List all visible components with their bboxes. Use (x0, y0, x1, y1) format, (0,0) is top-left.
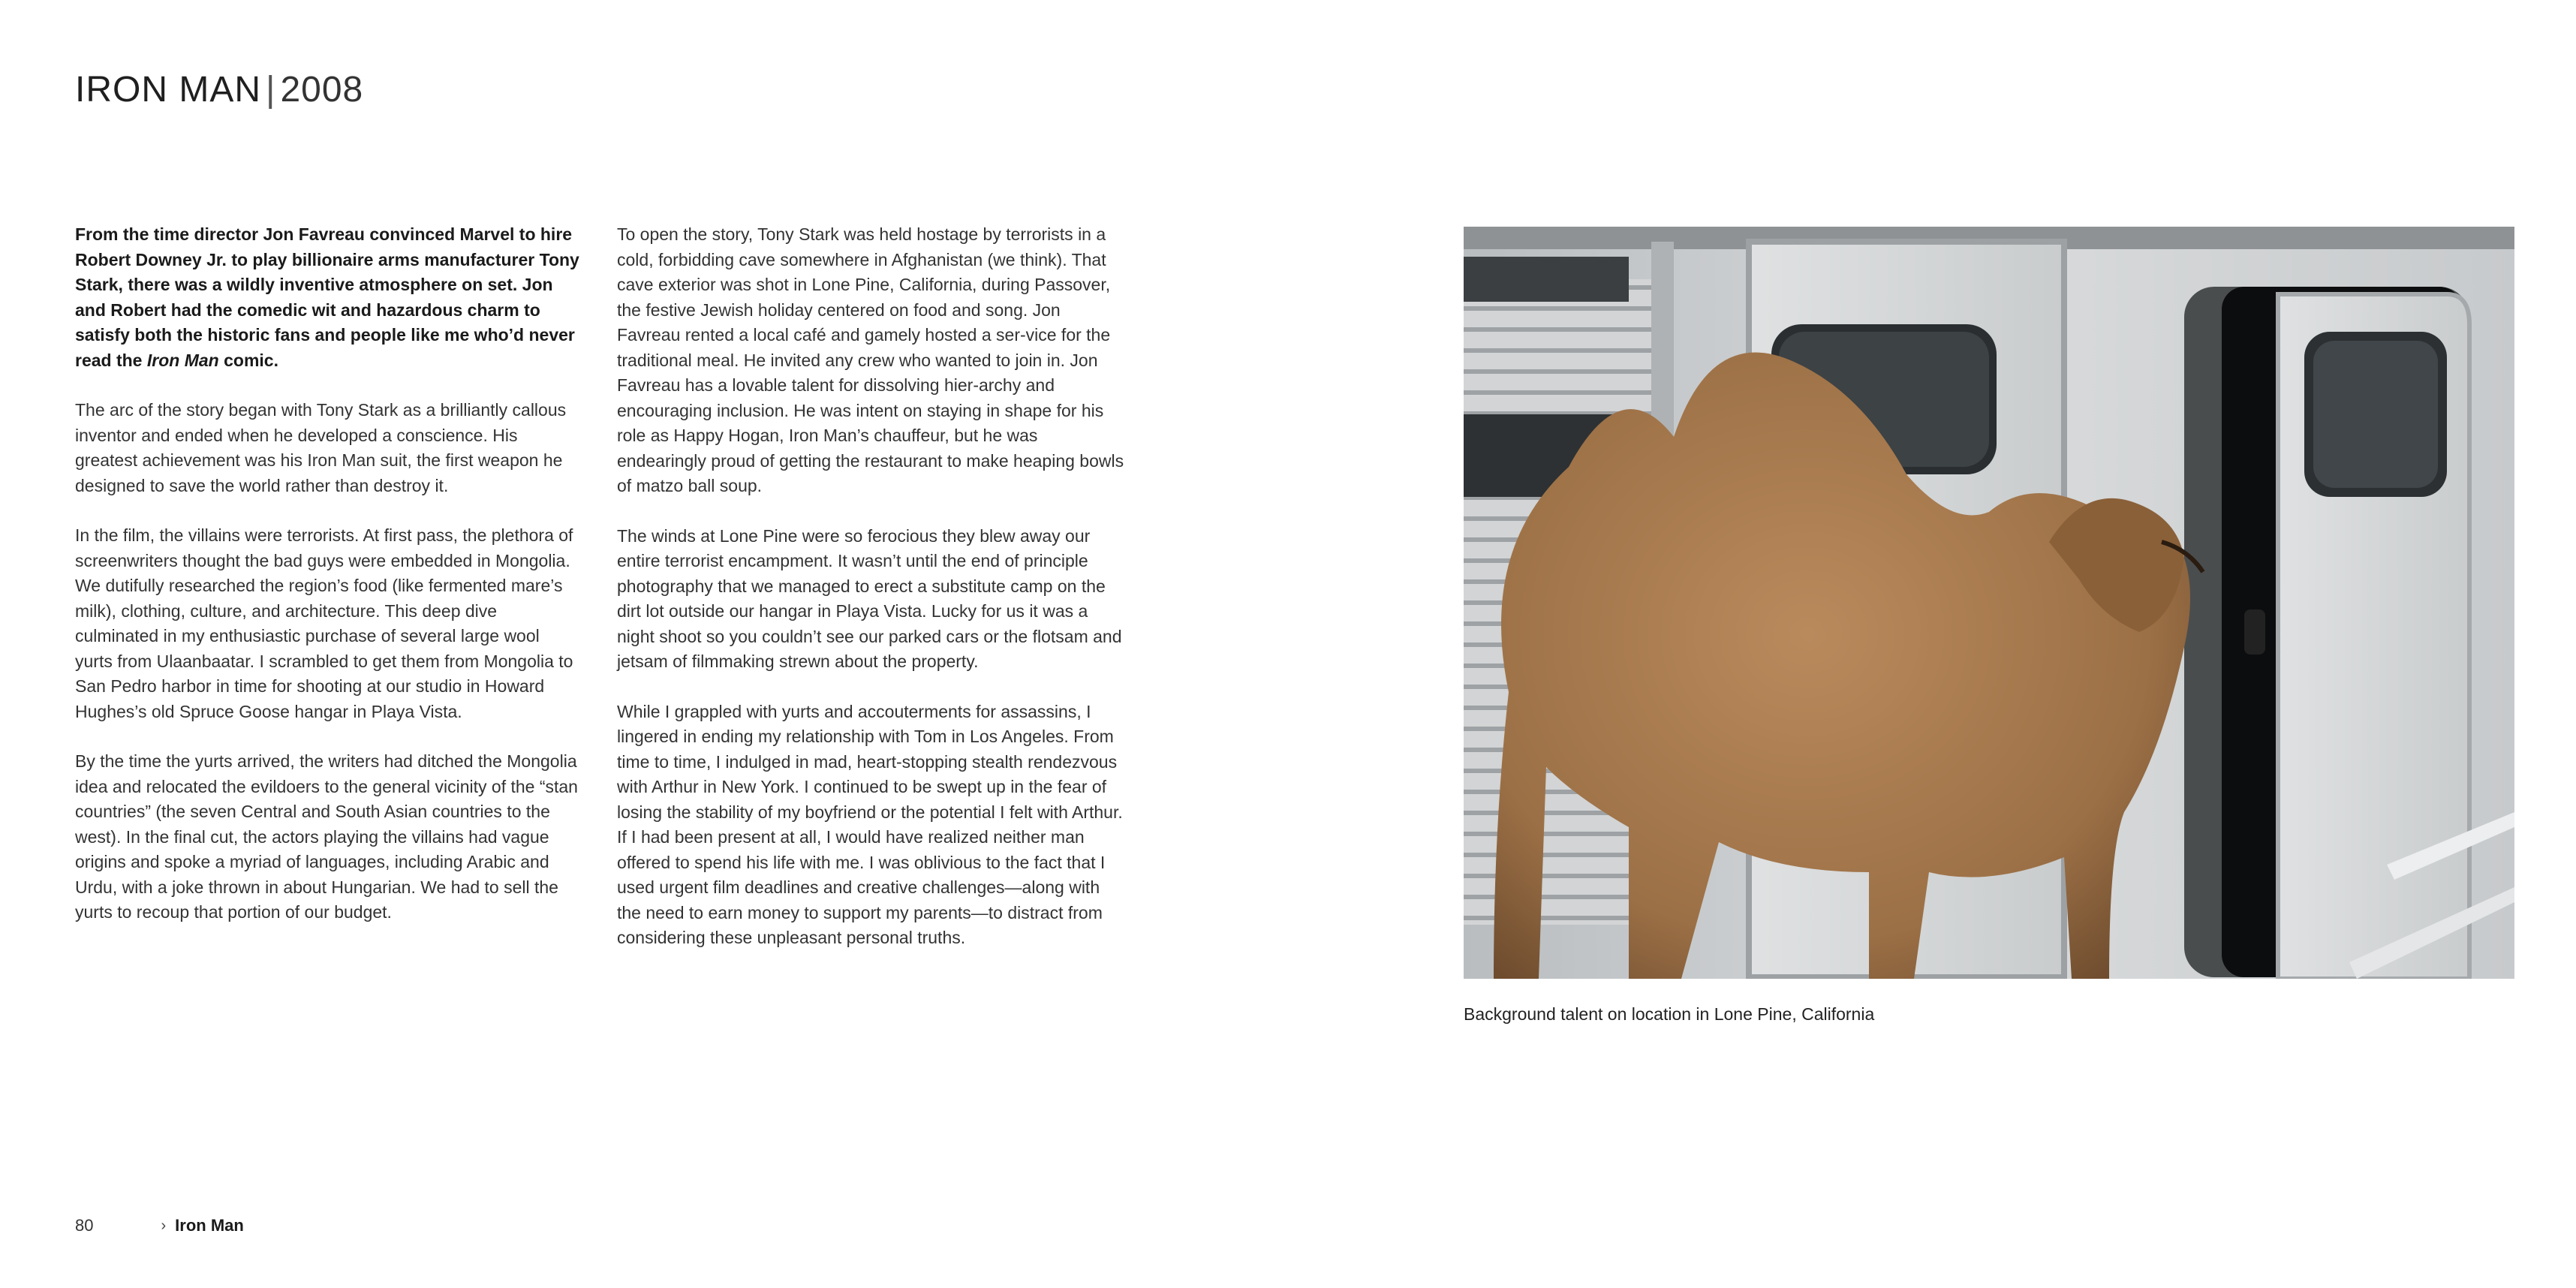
chevron-right-icon: › (161, 1217, 167, 1234)
body-paragraph: By the time the yurts arrived, the writers had ditched the Mongolia idea and relocated the evildoers to the general vicinity of the “stan countries” (the seven Central and South Asian countries to the west). In the final cut, the actors playing the villains had vague origins and spoke a myriad of languages, including Arabic and Urdu, with a joke thrown in about Hungarian. We had to sell the yurts to recoup that portion of our budget. (75, 751, 578, 922)
body-paragraph: In the film, the villains were terrorists. At first pass, the plethora of screenwriters thought the bad guys were embedded in Mongolia. We dutifully researched the region’s food (like fermented mare’s milk), clothing, culture, and architecture. This deep dive culminated in my enthusiastic purchase of several large wool yurts from Ulaanbaatar. I scrambled to get them from Mongolia to San Pedro harbor in time for shooting at our studio in Howard Hughes’s old Spruce Goose hangar in Playa Vista. (75, 525, 573, 721)
chapter-title-text: IRON MAN (75, 70, 261, 110)
chapter-title (75, 69, 363, 110)
page-number: 80 (75, 1216, 94, 1235)
book-title-italic: Iron Man (146, 350, 219, 370)
camel-trailer-illustration (1464, 227, 2514, 979)
lead-paragraph: From the time director Jon Favreau convinced Marvel to hire Robert Downey Jr. to play billionaire arms manufacturer Tony Stark, there was a wildly inventive atmosphere on set. Jon and Robert had the comedic wit and hazardous charm to satisfy both the historic fans and people like me who’d never read the Iron Man comic. (75, 224, 579, 370)
text-column-left (75, 222, 579, 950)
camel-photo (1464, 227, 2514, 979)
body-paragraph: The winds at Lone Pine were so ferocious they blew away our entire terrorist encampment. It wasn’t until the end of principle photography that we managed to erect a substitute camp on the dirt lot outside our hangar in Playa Vista. Lucky for us it was a night shoot so you couldn’t see our parked cars or the flotsam and jetsam of filmmaking strewn about the property. (617, 525, 1122, 671)
running-section-title: Iron Man (175, 1216, 244, 1235)
title-separator: | (266, 70, 276, 110)
body-paragraph: While I grappled with yurts and accouterments for assassins, I lingered in ending my relationship with Tom in Los Angeles. From time to time, I indulged in mad, heart-stopping stealth rendezvous with Arthur in New York. I continued to be swept up in the fear of losing the stability of my boyfriend or the potential I felt with Arthur. If I had been present at all, I would have realized neither man offered to spend his life with me. I was oblivious to the fact that I used urgent film deadlines and creative challenges—along with the need to earn money to support my parents—to distract from considering these unpleasant personal truths. (617, 701, 1123, 947)
body-paragraph: The arc of the story began with Tony Stark as a brilliantly callous inventor and ended when he developed a conscience. His greatest achievement was his Iron Man suit, the first weapon he designed to save the world rather than destroy it. (75, 400, 567, 495)
photo-caption: Background talent on location in Lone Pine, California (1464, 1004, 1875, 1024)
page-footer (75, 1216, 244, 1235)
chapter-year: 2008 (280, 70, 364, 110)
body-paragraph: To open the story, Tony Stark was held hostage by terrorists in a cold, forbidding cave somewhere in Afghanistan (we think). That cave exterior was shot in Lone Pine, California, during Passover, the festive Jewish holiday centered on food and song. Jon Favreau rented a local café and gamely hosted a ser-vice for the traditional meal. He invited any crew who wanted to join in. Jon Favreau has a lovable talent for dissolving hier-archy and encouraging inclusion. He was intent on staying in shape for his role as Happy Hogan, Iron Man’s chauffeur, but he was endearingly proud of getting the restaurant to make heaping bowls of matzo ball soup. (617, 224, 1124, 495)
text-column-right (617, 222, 1126, 976)
